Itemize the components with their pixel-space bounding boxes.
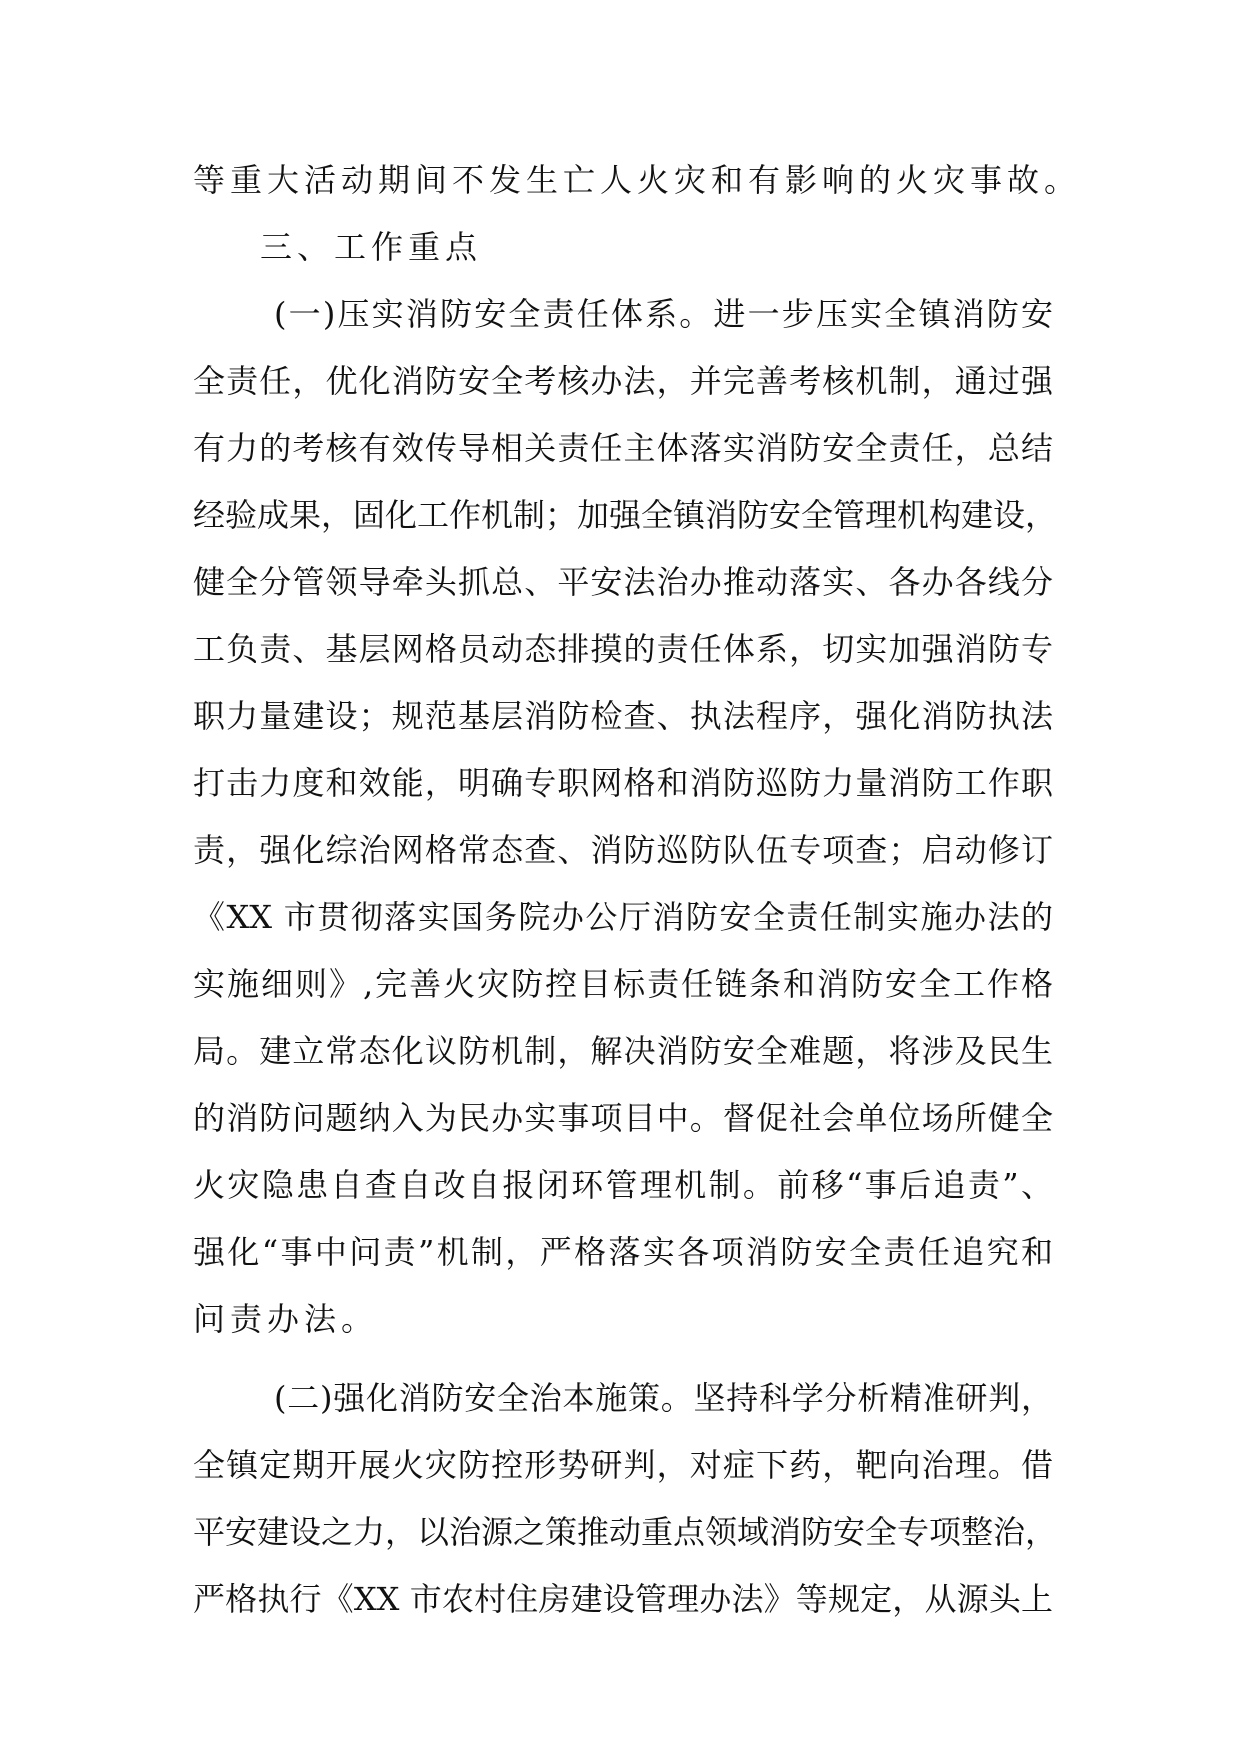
paragraph-1-line-5: 健全分管领导牵头抓总、平安法治办推动落实、各办各线分	[193, 563, 1053, 601]
section-heading: 三、工作重点	[260, 228, 483, 266]
paragraph-1-line-11: 实施细则》,完善火灾防控目标责任链条和消防安全工作格	[193, 965, 1053, 1003]
paragraph-1-line-7: 职力量建设；规范基层消防检查、执法程序，强化消防执法	[193, 697, 1053, 735]
paragraph-1-line-12: 局。建立常态化议防机制，解决消防安全难题，将涉及民生	[193, 1032, 1053, 1070]
paragraph-1-line-8: 打击力度和效能，明确专职网格和消防巡防力量消防工作职	[193, 764, 1053, 802]
paragraph-2-line-1: (二)强化消防安全治本施策。坚持科学分析精准研判，	[274, 1379, 1053, 1417]
paragraph-1-line-3: 有力的考核有效传导相关责任主体落实消防安全责任，总结	[193, 429, 1053, 467]
text-line-1: 等重大活动期间不发生亡人火灾和有影响的火灾事故。	[193, 161, 1082, 199]
paragraph-1-line-1: (一)压实消防安全责任体系。进一步压实全镇消防安	[274, 295, 1053, 333]
paragraph-1-line-13: 的消防问题纳入为民办实事项目中。督促社会单位场所健全	[193, 1099, 1053, 1137]
paragraph-1-line-4: 经验成果，固化工作机制；加强全镇消防安全管理机构建设，	[193, 496, 1058, 534]
paragraph-1-line-16: 问责办法。	[193, 1300, 379, 1338]
paragraph-1-line-6: 工负责、基层网格员动态排摸的责任体系，切实加强消防专	[193, 630, 1053, 668]
paragraph-1-line-2: 全责任，优化消防安全考核办法，并完善考核机制，通过强	[193, 362, 1053, 400]
paragraph-2-line-4: 严格执行《XX 市农村住房建设管理办法》等规定，从源头上	[193, 1580, 1053, 1618]
paragraph-1-line-15: 强化“事中问责”机制，严格落实各项消防安全责任追究和	[193, 1233, 1053, 1271]
paragraph-1-line-9: 责，强化综治网格常态查、消防巡防队伍专项查；启动修订	[193, 831, 1053, 869]
paragraph-1-line-14: 火灾隐患自查自改自报闭环管理机制。前移“事后追责”、	[193, 1166, 1053, 1204]
paragraph-1-line-10: 《XX 市贯彻落实国务院办公厅消防安全责任制实施办法的	[193, 898, 1053, 936]
paragraph-2-line-2: 全镇定期开展火灾防控形势研判，对症下药，靶向治理。借	[193, 1446, 1053, 1484]
paragraph-2-line-3: 平安建设之力，以治源之策推动重点领域消防安全专项整治，	[193, 1513, 1058, 1551]
